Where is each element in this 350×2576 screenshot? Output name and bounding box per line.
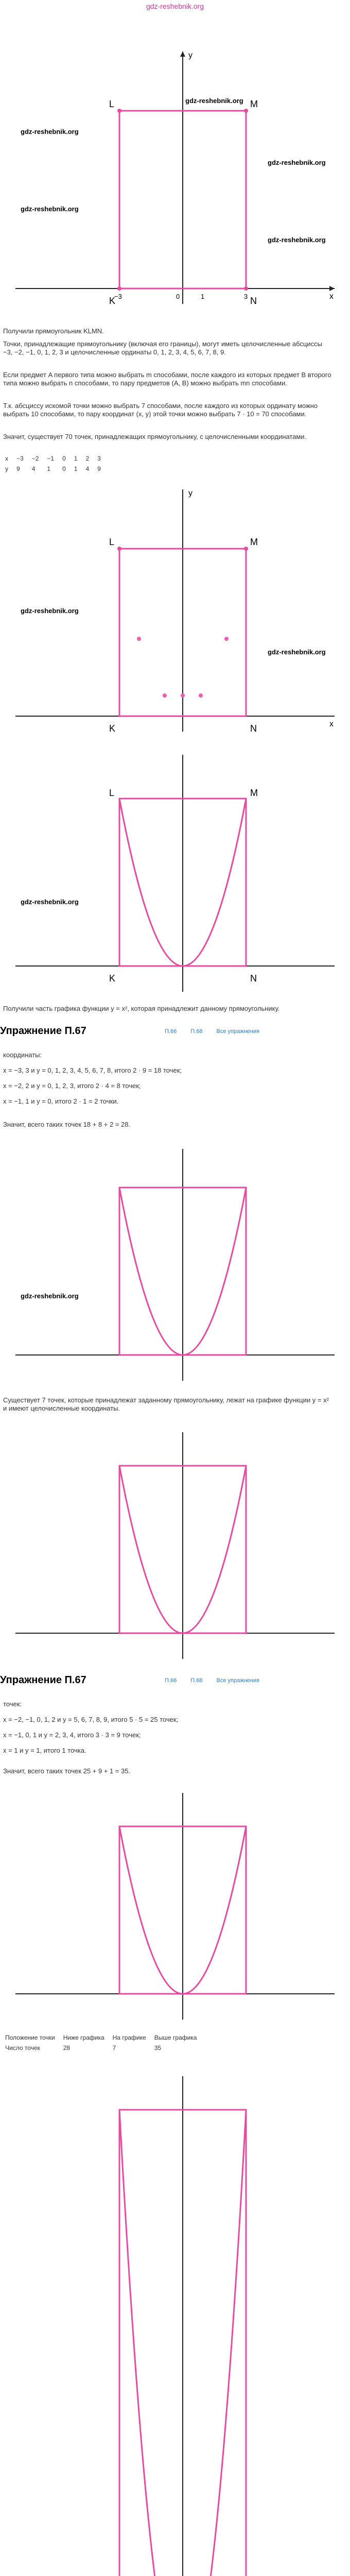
nav-all-link[interactable]: Все упражнения (216, 1028, 259, 1035)
label-l: L (109, 537, 115, 547)
table-cell: Выше графика (154, 2034, 197, 2041)
label-x: x (329, 292, 334, 301)
summary-table (5, 2032, 205, 2053)
nav-prev-link[interactable]: П.66 (165, 1677, 177, 1684)
table-cell: 35 (154, 2044, 162, 2052)
watermark: gdz-reshebnik.org (185, 97, 243, 105)
label-m: M (250, 788, 258, 798)
values-table (5, 453, 109, 474)
label-k: K (109, 723, 116, 734)
list1-item: x = −1, 1 и y = 0, итого 2 · 1 = 2 точки. (3, 1097, 119, 1105)
label-m: M (250, 537, 258, 547)
tick-one: 1 (201, 293, 205, 300)
watermark: gdz-reshebnik.org (21, 607, 79, 615)
label-y: y (188, 489, 192, 498)
grid-point (137, 637, 141, 641)
text-p9: Существует 7 точек, которые принадлежат заданному прямоугольнику, лежат на графике функции y = x² и имеют целочисленные координаты. (3, 1396, 329, 1412)
point-l (117, 547, 121, 551)
table-cell: 3 (97, 455, 101, 462)
exercise-header: Упражнение П.67 (0, 1674, 86, 1686)
x-axis-arrow (329, 286, 335, 291)
point-n (244, 286, 248, 291)
point-m (244, 547, 248, 551)
label-l: L (109, 788, 115, 798)
exercise-nav (165, 1677, 272, 1684)
point-m (244, 109, 248, 113)
label-n: N (250, 296, 257, 306)
table-cell: 1 (74, 465, 78, 472)
site-title[interactable]: gdz-reshebnik.org (146, 2, 204, 10)
label-n: N (250, 973, 257, 984)
tick-three: 3 (244, 293, 248, 300)
grid-point (163, 693, 167, 698)
table-cell: −3 (16, 455, 24, 462)
figure-below-parabola (0, 1144, 350, 1391)
text-p10: точек: (3, 1700, 22, 1708)
label-l: L (109, 99, 115, 109)
watermark: gdz-reshebnik.org (268, 159, 326, 166)
text-p7: координаты: (3, 1051, 42, 1059)
text-p4: Т.к. абсциссу искомой точки можно выбрать 7 способами, после каждого из которых ординату можно выбрать 10 способами, то пару координат (x, y) этой точки можно выбрать 7 · 10 = 70 способами. (3, 402, 318, 418)
table-cell: 4 (85, 465, 90, 472)
table-cell: 1 (74, 455, 78, 462)
text-p11: Значит, всего таких точек 25 + 9 + 1 = 35. (3, 1767, 131, 1775)
table-row (5, 464, 109, 474)
label-m: M (250, 99, 258, 109)
figure-rectangle (0, 46, 350, 325)
table-cell: 2 (85, 455, 90, 462)
text-p6: Получили часть графика функции y = x², которая принадлежит данному прямоугольнику. (3, 1005, 280, 1012)
label-k: K (109, 296, 116, 306)
exercise-header: Упражнение П.67 (0, 1025, 86, 1037)
watermark: gdz-reshebnik.org (21, 205, 79, 213)
nav-all-link[interactable]: Все упражнения (216, 1677, 259, 1684)
text-p8: Значит, всего таких точек 18 + 8 + 2 = 28. (3, 1121, 131, 1128)
table-cell: 1 (47, 465, 51, 472)
nav-next-link[interactable]: П.68 (190, 1677, 203, 1684)
table-cell: 7 (112, 2044, 116, 2052)
watermark: gdz-reshebnik.org (21, 1292, 79, 1300)
watermark: gdz-reshebnik.org (21, 128, 79, 135)
list2-item: x = −1, 0, 1 и y = 2, 3, 4, итого 3 · 3 = 9 точек; (3, 1731, 141, 1739)
text-p3: Если предмет A первого типа можно выбрать m способами, после каждого из которых предмет B второго типа можно выбрать n способами, то пару предметов (A, B) можно выбрать mn способами. (3, 371, 331, 387)
table-cell: Ниже графика (63, 2034, 104, 2041)
table-row (5, 2043, 205, 2053)
watermark: gdz-reshebnik.org (21, 898, 79, 906)
list2-item: x = 1 и y = 1, итого 1 точка. (3, 1747, 86, 1754)
table-cell: Число точек (5, 2044, 40, 2052)
table-cell: x (5, 455, 8, 462)
figure-final (0, 2071, 350, 2576)
nav-next-link[interactable]: П.68 (190, 1028, 203, 1035)
figure-above-parabola (0, 1788, 350, 2030)
figure-on-parabola (0, 1427, 350, 1669)
figure-rectangle-points (0, 484, 350, 747)
table-cell: 0 (62, 465, 66, 472)
table-cell: На графике (112, 2034, 146, 2041)
tick-minus3: −3 (114, 293, 122, 300)
table-cell: −1 (47, 455, 55, 462)
table-cell: 4 (31, 465, 36, 472)
table-cell: −2 (31, 455, 39, 462)
table-cell: 9 (97, 465, 101, 472)
text-p5: Значит, существует 70 точек, принадлежащих прямоугольнику, с целочисленными координатами. (3, 433, 307, 440)
table-row (5, 2032, 205, 2043)
label-y: y (188, 51, 192, 60)
tick-zero: 0 (176, 293, 180, 300)
text-p2: Точки, принадлежащие прямоугольнику (включая его границы), могут иметь целочисленные абсциссы −3, −2, −1, 0, 1, 2, 3 и целочисленные ординаты 0, 1, 2, 3, 4, 5, 6, 7, 8, 9. (3, 340, 322, 356)
exercise-nav (165, 1028, 272, 1035)
table-cell: y (5, 465, 8, 472)
table-cell: 28 (63, 2044, 71, 2052)
label-n: N (250, 723, 257, 734)
table-cell: 0 (62, 455, 66, 462)
point-l (117, 109, 121, 113)
figure-parabola (0, 750, 350, 1002)
grid-point (224, 637, 229, 641)
table-cell: 9 (16, 465, 20, 472)
watermark: gdz-reshebnik.org (268, 648, 326, 656)
list1-item: x = −2, 2 и y = 0, 1, 2, 3, итого 2 · 4 = 8 точек; (3, 1082, 141, 1090)
list2-item: x = −2, −1, 0, 1, 2 и y = 5, 6, 7, 8, 9, итого 5 · 5 = 25 точек; (3, 1716, 179, 1723)
grid-point (199, 693, 203, 698)
label-k: K (109, 973, 116, 984)
table-cell: Положение точки (5, 2034, 55, 2041)
point-k (117, 286, 121, 291)
y-axis-arrow (180, 52, 185, 57)
table-row (5, 453, 109, 464)
list1-item: x = −3, 3 и y = 0, 1, 2, 3, 4, 5, 6, 7, 8, итого 2 · 9 = 18 точек; (3, 1066, 182, 1074)
text-p1: Получили прямоугольник KLMN. (3, 327, 104, 335)
label-x: x (329, 720, 334, 728)
grid-point (181, 693, 185, 698)
nav-prev-link[interactable]: П.66 (165, 1028, 177, 1035)
watermark: gdz-reshebnik.org (268, 236, 326, 244)
